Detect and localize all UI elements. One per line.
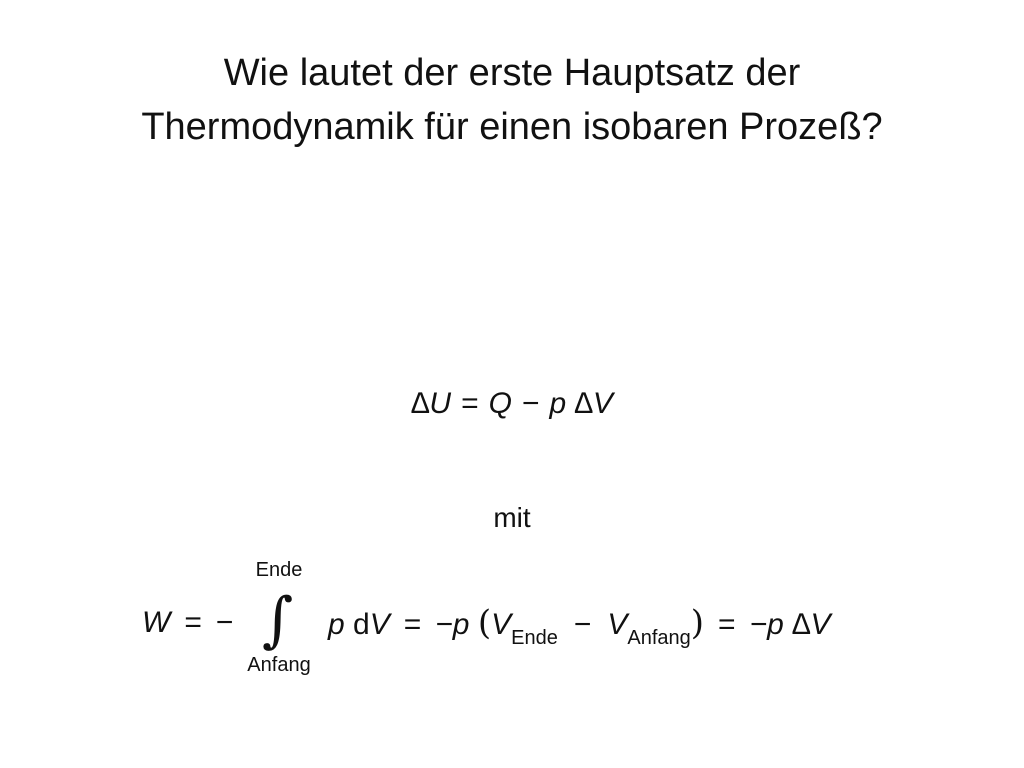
- integral-sign: ∫: [262, 585, 294, 655]
- connector-text: mit: [493, 502, 531, 533]
- title-line-2: Thermodynamik für einen isobaren Prozeß?: [141, 106, 883, 148]
- delta-u-term: ∆U: [411, 387, 452, 420]
- integral-lower-limit: Anfang: [247, 654, 311, 676]
- subscript-anfang: Anfang: [627, 627, 691, 649]
- equals-sign: =: [461, 387, 479, 420]
- equals-sign-2: =: [403, 608, 422, 641]
- work-equation-left: [142, 603, 233, 643]
- work-equation-right: [328, 603, 831, 649]
- minus-sign-1: −: [215, 606, 234, 639]
- delta-v-term: ∆V: [574, 387, 613, 420]
- equals-sign-1: =: [184, 606, 202, 639]
- volume-end: V: [491, 608, 512, 641]
- open-parenthesis: (: [477, 603, 492, 643]
- slide-title: [0, 46, 1024, 154]
- differential-d: d: [353, 608, 370, 641]
- volume-term: V: [369, 608, 390, 641]
- minus-sign: −: [521, 387, 540, 420]
- title-line-1: Wie lautet der erste Hauptsatz der: [223, 52, 801, 94]
- volume-start: V: [607, 608, 628, 641]
- close-parenthesis: ): [690, 603, 705, 643]
- minus-sign-2: −: [573, 608, 592, 641]
- integrand-pressure: p: [328, 608, 345, 641]
- work-term: W: [142, 606, 171, 639]
- pressure-term: p: [549, 387, 567, 420]
- negative-pressure-2: −p: [749, 608, 784, 641]
- integral-upper-limit: Ende: [255, 559, 303, 581]
- equals-sign-3: =: [718, 608, 736, 641]
- delta-v-result: ∆V: [792, 608, 831, 641]
- subscript-ende: Ende: [511, 627, 558, 649]
- first-law-equation: [0, 384, 1024, 424]
- heat-term: Q: [488, 387, 512, 420]
- negative-pressure: −p: [435, 608, 470, 641]
